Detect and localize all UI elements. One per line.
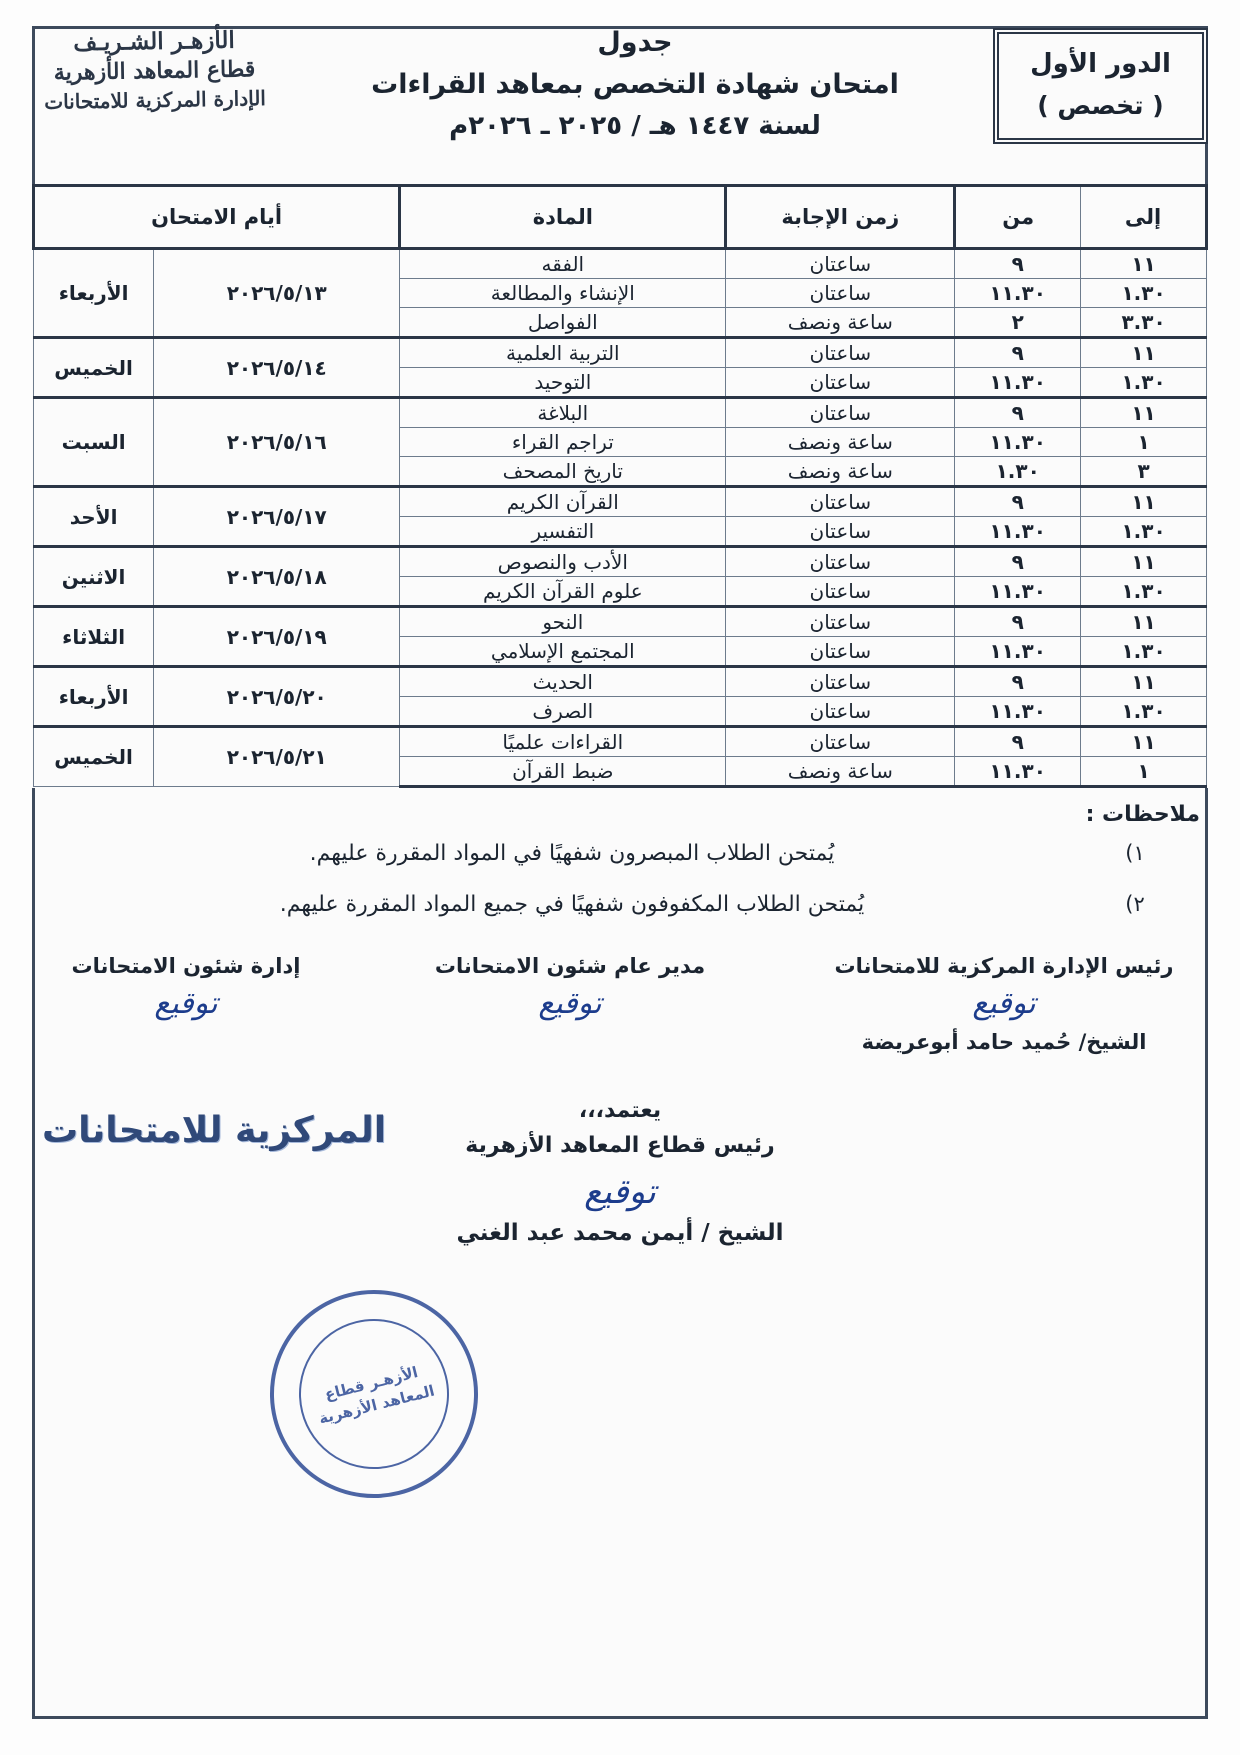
table-row [34, 547, 1207, 577]
cell-day-name: الثلاثاء [34, 607, 154, 667]
column-header-from: من [955, 186, 1081, 249]
cell-to: ١ [1081, 428, 1207, 457]
note-item [40, 892, 1200, 917]
cell-duration: ساعة ونصف [726, 428, 955, 457]
note-number: ٢) [1125, 892, 1145, 916]
column-header-duration: زمن الإجابة [726, 186, 955, 249]
notes-section [32, 802, 1208, 917]
signature-center-ink: توقيع [538, 986, 602, 1021]
table-row [34, 487, 1207, 517]
table-row [34, 667, 1207, 697]
cell-subject: الصرف [400, 697, 726, 727]
cell-subject: تاريخ المصحف [400, 457, 726, 487]
cell-from: ٢ [955, 308, 1081, 338]
cell-subject: القرآن الكريم [400, 487, 726, 517]
document-header [32, 16, 1208, 172]
cell-duration: ساعة ونصف [726, 457, 955, 487]
cell-from: ١١.٣٠ [955, 517, 1081, 547]
cell-duration: ساعتان [726, 697, 955, 727]
cell-duration: ساعة ونصف [726, 308, 955, 338]
column-header-exam-days: أيام الامتحان [34, 186, 400, 249]
title-line-2: امتحان شهادة التخصص بمعاهد القراءات [371, 68, 899, 100]
cell-to: ١١ [1081, 727, 1207, 757]
cell-subject: التفسير [400, 517, 726, 547]
cell-duration: ساعتان [726, 517, 955, 547]
signature-left-name: الشيخ/ حُميد حامد أبوعريضة [861, 1029, 1147, 1054]
table-row [34, 338, 1207, 368]
cell-duration: ساعتان [726, 338, 955, 368]
title-line-3: لسنة ١٤٤٧ هـ / ٢٠٢٥ ـ ٢٠٢٦م [449, 110, 821, 141]
cell-subject: الإنشاء والمطالعة [400, 279, 726, 308]
cell-to: ١.٣٠ [1081, 517, 1207, 547]
cell-duration: ساعتان [726, 249, 955, 279]
cell-subject: الأدب والنصوص [400, 547, 726, 577]
signature-right [56, 951, 316, 1021]
cell-day-name: الاثنين [34, 547, 154, 607]
cell-day-name: الخميس [34, 338, 154, 398]
cell-duration: ساعتان [726, 667, 955, 697]
notes-list [40, 841, 1200, 917]
cell-to: ٣ [1081, 457, 1207, 487]
cell-to: ١١ [1081, 487, 1207, 517]
note-item [40, 841, 1200, 866]
cell-duration: ساعتان [726, 637, 955, 667]
approval-line-1: يعتمد،،، [578, 1098, 662, 1123]
cell-to: ١١ [1081, 667, 1207, 697]
official-stamp-text: الأزهـر قطاع المعاهد الأزهرية [283, 1303, 465, 1485]
cell-duration: ساعتان [726, 368, 955, 398]
cell-from: ١١.٣٠ [955, 577, 1081, 607]
cell-to: ١١ [1081, 398, 1207, 428]
cell-to: ٣.٣٠ [1081, 308, 1207, 338]
title-line-1: جدول [597, 27, 673, 58]
letterhead-line-3: الإدارة المركزية للامتحانات [44, 85, 267, 114]
cell-exam-date: ٢٠٢٦/٥/٢١ [154, 727, 400, 787]
cell-subject: تراجم القراء [400, 428, 726, 457]
cell-subject: القراءات علميًا [400, 727, 726, 757]
signature-center-role: مدير عام شئون الامتحانات [434, 954, 706, 978]
cell-from: ١١.٣٠ [955, 637, 1081, 667]
cell-subject: الفقه [400, 249, 726, 279]
cell-subject: الفواصل [400, 308, 726, 338]
cell-subject: النحو [400, 607, 726, 637]
table-header [34, 186, 1207, 249]
cell-from: ٩ [955, 667, 1081, 697]
signature-right-ink: توقيع [154, 986, 218, 1021]
signature-left-ink: توقيع [972, 986, 1036, 1021]
cell-exam-date: ٢٠٢٦/٥/١٧ [154, 487, 400, 547]
cell-to: ١.٣٠ [1081, 637, 1207, 667]
note-text: يُمتحن الطلاب المكفوفون شفهيًا في جميع المواد المقررة عليهم. [279, 892, 865, 917]
cell-subject: المجتمع الإسلامي [400, 637, 726, 667]
cell-duration: ساعتان [726, 487, 955, 517]
cell-to: ١.٣٠ [1081, 368, 1207, 398]
cell-subject: علوم القرآن الكريم [400, 577, 726, 607]
cell-duration: ساعتان [726, 398, 955, 428]
watermark: المركزية للامتحانات [42, 1110, 387, 1151]
cell-exam-date: ٢٠٢٦/٥/١٤ [154, 338, 400, 398]
cell-day-name: الأحد [34, 487, 154, 547]
cell-duration: ساعة ونصف [726, 757, 955, 787]
note-number: ١) [1125, 841, 1145, 865]
table-row [34, 249, 1207, 279]
cell-to: ١.٣٠ [1081, 697, 1207, 727]
approval-line-2: رئيس قطاع المعاهد الأزهرية [465, 1133, 775, 1158]
letterhead-line-2: قطاع المعاهد الأزهرية [53, 56, 256, 86]
cell-duration: ساعتان [726, 727, 955, 757]
cell-from: ٩ [955, 487, 1081, 517]
table-row [34, 727, 1207, 757]
signature-right-role: إدارة شئون الامتحانات [71, 954, 301, 978]
exam-schedule-table [32, 184, 1208, 788]
cell-exam-date: ٢٠٢٦/٥/١٩ [154, 607, 400, 667]
cell-day-name: الأربعاء [34, 667, 154, 727]
page-content [10, 10, 1230, 1745]
cell-subject: ضبط القرآن [400, 757, 726, 787]
cell-to: ١١ [1081, 249, 1207, 279]
cell-duration: ساعتان [726, 607, 955, 637]
cell-day-name: السبت [34, 398, 154, 487]
cell-duration: ساعتان [726, 547, 955, 577]
cell-duration: ساعتان [726, 577, 955, 607]
cell-from: ٩ [955, 249, 1081, 279]
cell-from: ٩ [955, 338, 1081, 368]
signature-row [32, 951, 1208, 1058]
cell-exam-date: ٢٠٢٦/٥/٢٠ [154, 667, 400, 727]
note-text: يُمتحن الطلاب المبصرون شفهيًا في المواد المقررة عليهم. [309, 841, 835, 866]
cell-from: ١١.٣٠ [955, 279, 1081, 308]
cell-from: ٩ [955, 607, 1081, 637]
signature-left [824, 951, 1184, 1058]
cell-subject: التوحيد [400, 368, 726, 398]
cell-from: ٩ [955, 547, 1081, 577]
cell-to: ١.٣٠ [1081, 279, 1207, 308]
approval-signature-ink: توقيع [584, 1172, 656, 1212]
cell-from: ٩ [955, 398, 1081, 428]
column-header-subject: المادة [400, 186, 726, 249]
cell-subject: التربية العلمية [400, 338, 726, 368]
cell-to: ١١ [1081, 607, 1207, 637]
cell-from: ١١.٣٠ [955, 428, 1081, 457]
badge-line-2: ( تخصص ) [1037, 90, 1164, 120]
cell-to: ١.٣٠ [1081, 577, 1207, 607]
cell-day-name: الأربعاء [34, 249, 154, 338]
cell-to: ١١ [1081, 547, 1207, 577]
cell-exam-date: ٢٠٢٦/٥/١٨ [154, 547, 400, 607]
notes-title: ملاحظات : [1085, 802, 1200, 827]
letterhead-logo [31, 20, 278, 116]
letterhead-line-1: الأزهـر الشـريـف [73, 26, 235, 57]
cell-from: ١.٣٠ [955, 457, 1081, 487]
cell-from: ١١.٣٠ [955, 757, 1081, 787]
badge-line-1: الدور الأول [1030, 49, 1171, 79]
cell-day-name: الخميس [34, 727, 154, 787]
cell-exam-date: ٢٠٢٦/٥/١٦ [154, 398, 400, 487]
page-title [277, 22, 993, 146]
approval-line-3: الشيخ / أيمن محمد عبد الغني [456, 1220, 784, 1246]
table-row [34, 398, 1207, 428]
signature-left-role: رئيس الإدارة المركزية للامتحانات [834, 954, 1174, 978]
cell-to: ١١ [1081, 338, 1207, 368]
table-row [34, 607, 1207, 637]
cell-exam-date: ٢٠٢٦/٥/١٣ [154, 249, 400, 338]
round-badge [993, 28, 1208, 144]
cell-subject: البلاغة [400, 398, 726, 428]
cell-from: ٩ [955, 727, 1081, 757]
table-header-row [34, 186, 1207, 249]
cell-from: ١١.٣٠ [955, 697, 1081, 727]
signature-center [420, 951, 720, 1021]
table-body [34, 249, 1207, 787]
cell-duration: ساعتان [726, 279, 955, 308]
cell-to: ١ [1081, 757, 1207, 787]
cell-subject: الحديث [400, 667, 726, 697]
column-header-to: إلى [1081, 186, 1207, 249]
cell-from: ١١.٣٠ [955, 368, 1081, 398]
